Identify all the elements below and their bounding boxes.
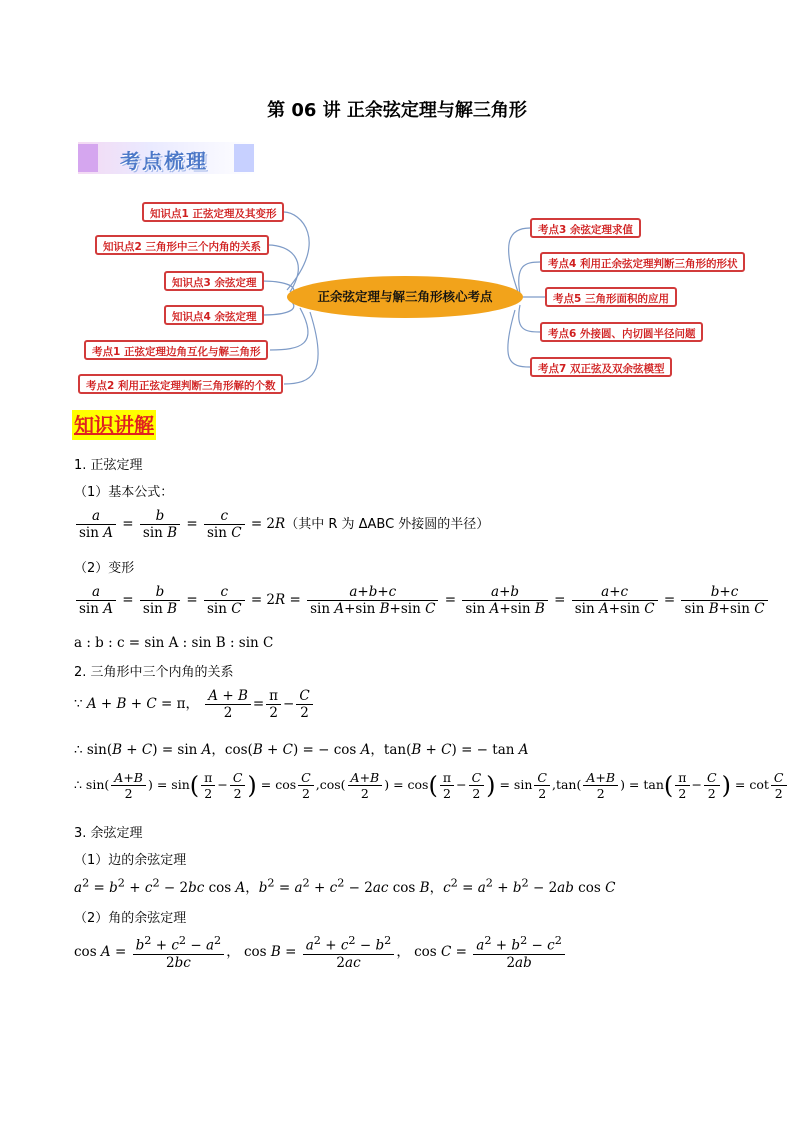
mindmap-left-node-5: 考点1 正弦定理边角互化与解三角形	[84, 340, 268, 360]
sub-side-cosine: （1）边的余弦定理	[74, 853, 187, 868]
formula-sine-variant: $\frac{a}{\text{sin A}}$ = $\frac{b}{\text{sin B}}$ = $\frac{c}{\text{sin C}}$ = 2R = $\frac{a+b+c}{\text{sin A+sin B+sin C}}$ = $\frac{a+b}{\text{sin A+sin B}}$ = $\frac{a+c}{\text{sin A+sin C}}$ = $\frac{b+c}{\text{sin B+sin C}}$	[74, 584, 770, 617]
formula-sine-law: $\frac{a}{\text{sin A}}$ = $\frac{b}{\text{sin B}}$ = $\frac{c}{\text{sin C}}$ = 2R（其中 R 为 ΔABC 外接圆的半径）	[74, 508, 489, 541]
mindmap-left-node-6: 考点2 利用正弦定理判断三角形解的个数	[78, 374, 283, 394]
mindmap-left-node-4: 知识点4 余弦定理	[164, 305, 264, 325]
page-title: 第 06 讲 正余弦定理与解三角形	[267, 100, 527, 121]
formula-half-angle: ∴ sin( $\frac{A+B}{2}$ ) = sin( $\frac{\pi}{2}$ − $\frac{C}{2}$ ) = cos $\frac{C}{2}$ ,cos( $\frac{A+B}{2}$ ) = cos( $\frac{\pi}{2}$ − $\frac{C}{2}$ ) = sin $\frac{C}{2}$ ,tan( $\frac{A+B}{2}$ ) = tan( $\frac{\pi}{2}$ − $\frac{C}{2}$ ) = cot $\frac{C}{2}$	[74, 770, 789, 801]
banner-text: 考点梳理	[120, 149, 208, 173]
mindmap-right-node-3: 考点5 三角形面积的应用	[545, 287, 677, 307]
connector-r4	[519, 305, 540, 332]
mindmap-right-node-2: 考点4 利用正余弦定理判断三角形的形状	[540, 252, 745, 272]
mindmap-left-node-3: 知识点3 余弦定理	[164, 271, 264, 291]
mindmap-right-node-5: 考点7 双正弦及双余弦模型	[530, 357, 672, 377]
mindmap-right-node-4: 考点6 外接圆、内切圆半径问题	[540, 322, 703, 342]
heading-angle-relation: 2. 三角形中三个内角的关系	[74, 665, 234, 680]
mindmap-center-node: 正余弦定理与解三角形核心考点	[287, 276, 523, 318]
sub-angle-cosine: （2）角的余弦定理	[74, 911, 187, 926]
formula-note: （其中 R 为 ΔABC 外接圆的半径）	[285, 517, 490, 532]
mindmap-left-node-2: 知识点2 三角形中三个内角的关系	[95, 235, 269, 255]
connector-r2	[519, 262, 540, 294]
connector-l6	[284, 312, 318, 384]
connector-l4	[262, 302, 294, 315]
heading-cosine-law: 3. 余弦定理	[74, 826, 143, 841]
heading-sine-law: 1. 正弦定理	[74, 458, 143, 473]
formula-ratio: a : b : c = sin A : sin B : sin C	[74, 635, 274, 651]
formula-side-cosine: $a^2 = b^2 + c^2 - 2bc$ cos A，$b^2 = a^2 + c^2 - 2ac$ cos B，$c^2 = a^2 + b^2 - 2ab$ cos C	[74, 876, 616, 896]
section-heading: 知识讲解	[72, 410, 156, 440]
formula-supplement: ∴ sin(B + C) = sin A，cos(B + C) = − cos A，tan(B + C) = − tan A	[74, 742, 529, 758]
mindmap-right-node-1: 考点3 余弦定理求值	[530, 218, 641, 238]
formula-angle-cosine: cos A = $\frac{b^2 + c^2 - a^2}{2bc}$ ， cos B = $\frac{a^2 + c^2 - b^2}{2ac}$ ， cos C = $\frac{a^2 + b^2 - c^2}{2ab}$	[74, 934, 567, 971]
sub-basic-formula: （1）基本公式：	[74, 485, 174, 500]
connector-l2	[268, 245, 298, 292]
sub-variant: （2）变形	[74, 561, 135, 576]
formula-angle-sum: ∵ A + B + C = π， $\frac{A + B}{2}$ = $\frac{\pi}{2}$ − $\frac{C}{2}$	[74, 688, 315, 721]
mindmap-left-node-1: 知识点1 正弦定理及其变形	[142, 202, 284, 222]
